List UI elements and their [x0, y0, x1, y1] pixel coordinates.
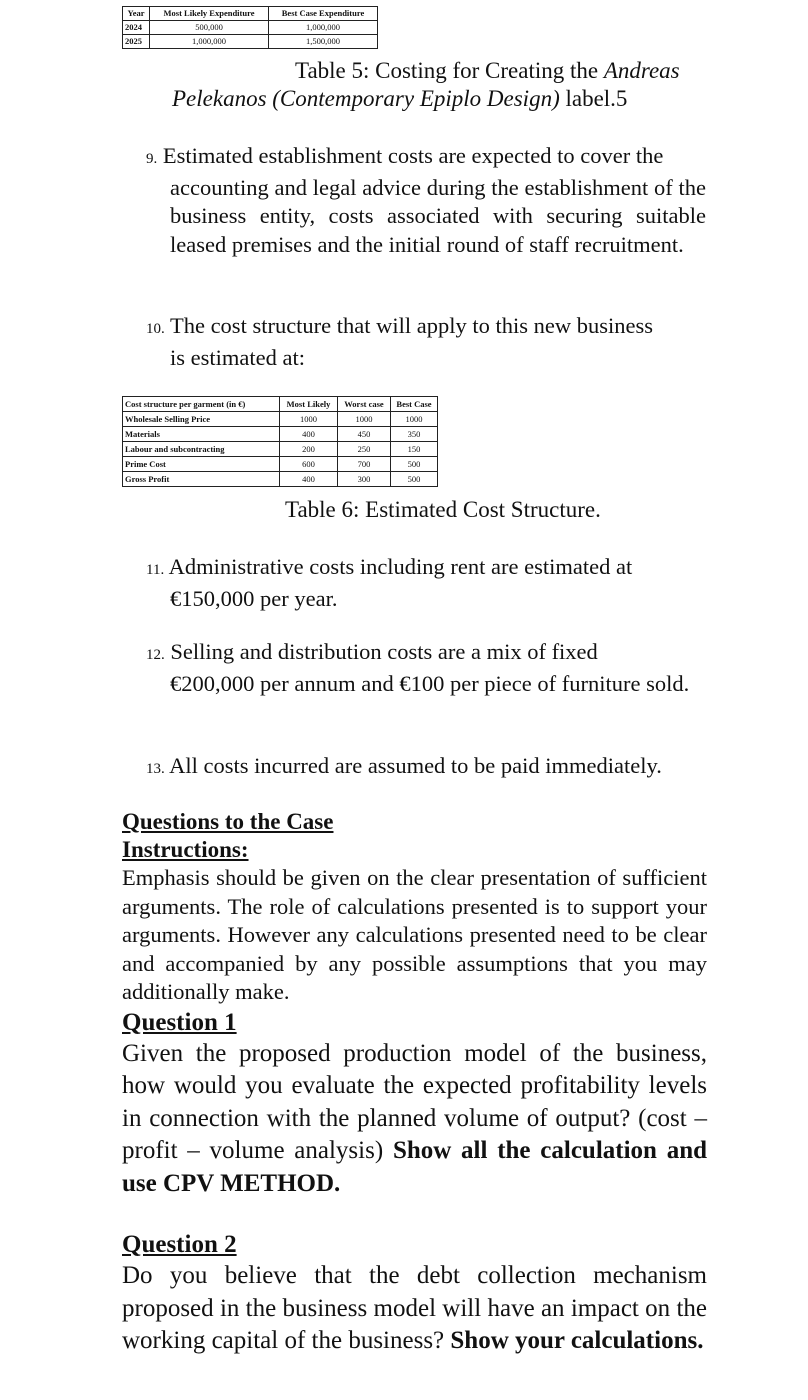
question-1-body: Given the proposed production model of the business, how would you evaluate the expected profitability levels in connection with the planned volume of output? (cost –profit – volume analysis) [122, 1039, 707, 1164]
questions-section [122, 808, 707, 1358]
item-text: Estimated establishment costs are expected to cover the [162, 143, 664, 168]
table-cell: 350 [391, 427, 438, 442]
table-6 [122, 396, 438, 487]
table-header-cell: Best Case [391, 397, 438, 412]
table-cell: 700 [338, 457, 391, 472]
table-cell: 400 [280, 427, 338, 442]
caption-italic: Andreas [603, 58, 680, 83]
table-row [123, 442, 438, 457]
table-header-cell: Best Case Expenditure [269, 7, 378, 21]
list-item-10 [146, 312, 706, 372]
table-cell: Materials [123, 427, 280, 442]
table-row [123, 35, 378, 49]
list-item-9 [146, 142, 706, 259]
table-cell: 1,000,000 [269, 21, 378, 35]
table-cell: 500,000 [150, 21, 269, 35]
table-cell: 500 [391, 457, 438, 472]
caption-italic: Pelekanos (Contemporary Epiplo Design) [172, 86, 560, 111]
caption-text: label.5 [559, 86, 628, 111]
question-2-body: Do you believe that the debt collection mechanism proposed in the business model will have an impact on the working capital of the business? [122, 1262, 707, 1354]
item-number: 10. [146, 321, 165, 337]
table-header-row [123, 397, 438, 412]
item-number: 12. [146, 647, 165, 663]
question-1-title: Question 1 [122, 1008, 237, 1036]
table-cell: 250 [338, 442, 391, 457]
table-row [123, 472, 438, 487]
item-text: €150,000 per year. [170, 585, 338, 611]
table-5 [122, 6, 378, 49]
item-text: Selling and distribution costs are a mix of fixed [170, 639, 598, 664]
question-1-text [122, 1038, 707, 1201]
list-item-12 [146, 638, 706, 698]
item-text: The cost structure that will apply to this new business [169, 313, 654, 338]
item-text: All costs incurred are assumed to be paid immediately. [169, 753, 662, 778]
table-cell: Prime Cost [123, 457, 280, 472]
table-header-cell: Worst case [338, 397, 391, 412]
question-1-emphasis: Show all the calculation and use CPV METHOD. [122, 1137, 708, 1197]
table-row [123, 427, 438, 442]
list-item-11 [146, 553, 706, 613]
caption-text: Table 5: Costing for Creating the [295, 58, 604, 83]
table-cell: 500 [391, 472, 438, 487]
item-text: €200,000 per annum and €100 per piece of furniture sold. [170, 670, 690, 696]
table-row [123, 412, 438, 427]
item-number: 13. [146, 761, 165, 777]
table-cell: Labour and subcontracting [123, 442, 280, 457]
table-cell: 400 [280, 472, 338, 487]
instructions-title: Instructions: [122, 837, 249, 862]
item-number: 11. [146, 562, 165, 578]
table-row [123, 457, 438, 472]
table-cell: 1000 [338, 412, 391, 427]
question-2-emphasis: Show your calculations. [450, 1327, 704, 1354]
table-header-cell: Cost structure per garment (in €) [123, 397, 280, 412]
table-cell: 1000 [391, 412, 438, 427]
table-cell: 2025 [123, 35, 150, 49]
table-row [123, 21, 378, 35]
table-cell: 450 [338, 427, 391, 442]
table-cell: 1000 [280, 412, 338, 427]
item-number: 9. [146, 151, 158, 167]
section-title: Questions to the Case [122, 809, 334, 834]
list-item-13 [146, 752, 706, 784]
table-cell: 1,500,000 [269, 35, 378, 49]
item-text: is estimated at: [170, 344, 305, 370]
instructions-text: Emphasis should be given on the clear presentation of sufficient arguments. The role of calculations presented is to support your arguments. However any calculations presented need to be clear and accompanied by any possible assumptions that you may additionally make. [122, 865, 707, 1004]
table-header-row [123, 7, 378, 21]
table-header-cell: Most Likely Expenditure [150, 7, 269, 21]
item-text: accounting and legal advice during the establishment of the business entity, costs associated with securing suitable leased premises and the initial round of staff recruitment. [170, 174, 706, 257]
question-2-title: Question 2 [122, 1231, 237, 1258]
table-6-caption: Table 6: Estimated Cost Structure. [285, 497, 601, 522]
table-cell: 200 [280, 442, 338, 457]
question-2-text [122, 1260, 707, 1358]
table-5-caption [172, 57, 712, 113]
item-text: Administrative costs including rent are estimated at [168, 554, 633, 579]
table-cell: 1,000,000 [150, 35, 269, 49]
table-cell: 150 [391, 442, 438, 457]
table-cell: 600 [280, 457, 338, 472]
table-header-cell: Most Likely [280, 397, 338, 412]
table-cell: Wholesale Selling Price [123, 412, 280, 427]
table-cell: Gross Profit [123, 472, 280, 487]
table-header-cell: Year [123, 7, 150, 21]
table-cell: 300 [338, 472, 391, 487]
table-cell: 2024 [123, 21, 150, 35]
